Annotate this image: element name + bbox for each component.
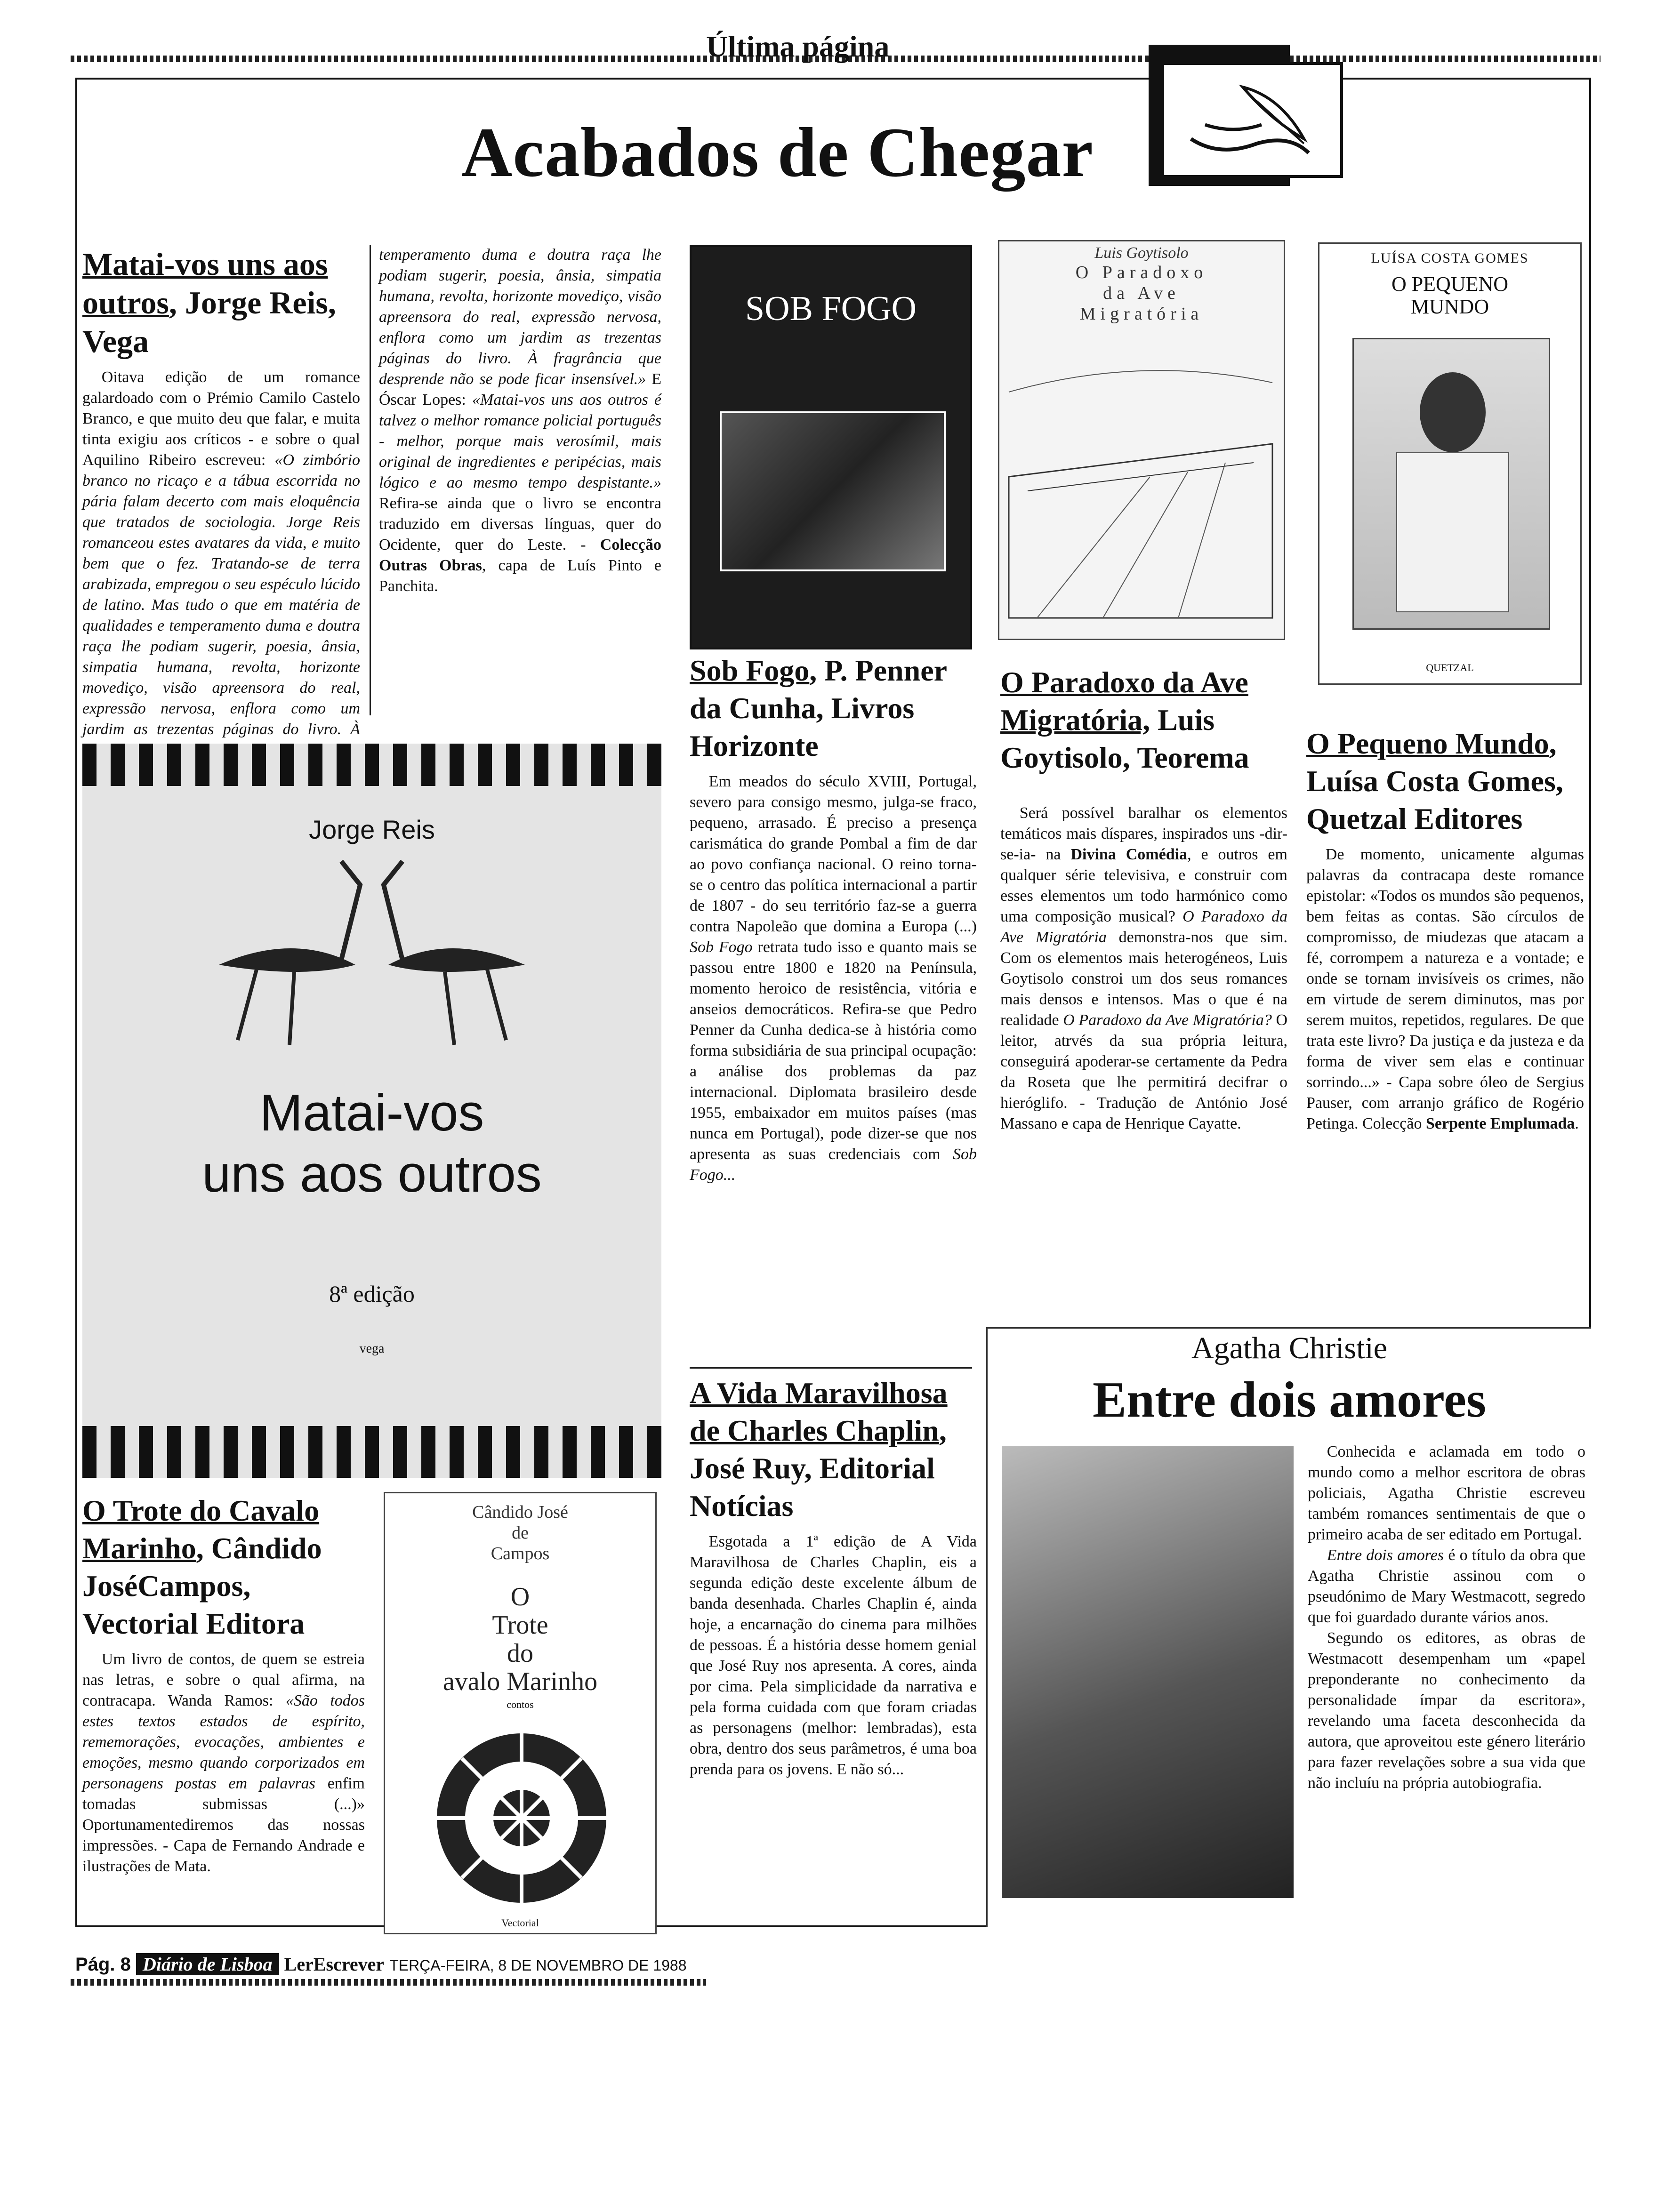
cover-matai-author: Jorge Reis bbox=[309, 815, 435, 844]
article-paradoxo-italic-2: O Paradoxo da Ave Migratória? bbox=[1063, 1011, 1272, 1029]
article-paradoxo-body: Será possível baralhar os elementos temáticos mais díspares, inspirados uns -dir-se-ia- na bbox=[1000, 804, 1287, 863]
cover-pequeno-mundo-author: LUÍSA COSTA GOMES bbox=[1371, 250, 1529, 266]
cover-trote-author bbox=[385, 1502, 655, 1564]
cover-sob-fogo bbox=[690, 245, 972, 649]
agatha-christie-photo bbox=[1002, 1446, 1294, 1898]
cover-trote bbox=[384, 1492, 657, 1934]
footer bbox=[75, 1953, 687, 1975]
article-trote bbox=[82, 1492, 365, 1877]
article-pequeno-mundo-body: De momento, unicamente algumas palavras da contracapa deste romance epistolar: «Todos os mundos são pequenos, bem feitas as contas. São círculos de compromisso, de miudezas que atacam a fé, corrompem a natureza e a vontade; e onde se tornam invisíveis os crimes, não em virtude de serem diminutos, mas por serem muitos, repetidos, regulares. De que trata este livro? Da justiça e da justeza e da forma de viver sem elas e continuar sorrindo...» - Capa sobre óleo de Sergius Pauser, com arranjo gráfico de Rogério Petinga. Colecção bbox=[1306, 846, 1584, 1132]
article-sob-fogo-byline: , P. Penner da Cunha, Livros Horizonte bbox=[690, 654, 947, 762]
article-chaplin-body: Esgotada a 1ª edição de A Vida Maravilhosa de Charles Chaplin, eis a segunda edição deste excelente álbum de banda desenhada. Charles Chaplin é, ainda hoje, a encarnação do cinema para milhões de pessoas. É a história desse homem genial que José Ruy nos apresenta. A cores, ainda por cima. Pela simplicidade da narrativa e pela forma cuidada com que foram criadas as personagens (melhor: lembradas), esta obra, dentro dos seus parâmetros, é uma boa prenda para os jovens. E não só... bbox=[690, 1533, 977, 1778]
article-trote-quote: «São todos estes textos estados de espírito, rememorações, evocações, ambientes e emoções, mesmo quando corporizados em personagens postas em palavras bbox=[82, 1692, 365, 1792]
column-divider bbox=[370, 245, 371, 715]
article-matai-credits: , capa de Luís Pinto e Panchita. bbox=[379, 557, 662, 595]
article-paradoxo-body-4: O leitor, atrvés da sua própria leitura, conseguirá apoderar-se certamente da Pedra da Roseta que lhe permitirá decifrar o hieróglifo. - Tradução de António José Massano e capa de Henrique Cayatte. bbox=[1000, 1011, 1288, 1132]
article-chaplin-byline: , José Ruy, Editorial Notícias bbox=[690, 1414, 947, 1523]
cover-pequeno-mundo-painting bbox=[1352, 338, 1550, 630]
divider bbox=[690, 1367, 972, 1369]
cover-trote-author-3: Campos bbox=[491, 1544, 550, 1563]
article-agatha-box bbox=[986, 1327, 1591, 1927]
article-paradoxo bbox=[1000, 664, 1287, 1134]
cover-pequeno-mundo-title-1: O PEQUENO bbox=[1391, 272, 1509, 296]
footer-masthead: Diário de Lisboa bbox=[136, 1953, 279, 1975]
cover-paradoxo-author: Luis Goytisolo bbox=[1094, 244, 1189, 262]
article-trote-body-2: enfim tomadas submissas (...)» Oportunamentediremos das nossas impressões. - Capa de Fernando Andrade e ilustrações de Mata. bbox=[82, 1775, 365, 1875]
cover-trote-title-2: Trote bbox=[492, 1611, 548, 1640]
cover-matai-title-2: uns aos outros bbox=[202, 1145, 542, 1203]
cover-matai-title bbox=[82, 1082, 661, 1205]
article-matai-title: Matai-vos uns aos outros bbox=[82, 246, 328, 321]
cover-matai bbox=[82, 744, 661, 1478]
article-agatha-italic: Entre dois amores bbox=[1327, 1547, 1444, 1564]
article-agatha-body: Conhecida e aclamada em todo o mundo como a melhor escritora de obras policiais, Agatha Christie escreveu também romances sentimentais de que o primeiro acaba de ser editado em Portugal. bbox=[1308, 1443, 1585, 1543]
article-sob-fogo-italic-2: Sob Fogo... bbox=[690, 1146, 977, 1184]
footer-page-number: Pág. 8 bbox=[75, 1954, 131, 1975]
cover-trote-author-1: Cândido José bbox=[472, 1502, 568, 1522]
article-paradoxo-body-2: , e outros em qualquer série televisiva, e construir com esses elementos um todo harmónico como uma composição musical? bbox=[1000, 846, 1287, 925]
article-matai-col1 bbox=[82, 245, 360, 738]
article-sob-fogo-body: Em meados do século XVIII, Portugal, severo para consigo mesmo, julga-se fraco, pequeno, arrasado. É preciso a presença carismática do grande Pombal a fim de dar ao povo confiança nacional. O reino torna-se o centro das política internacional a partir de 1807 - do seu território faz-se a guerra contra Napoleão que domina a Europa (...) bbox=[690, 773, 977, 935]
cover-trote-title-1: O bbox=[510, 1582, 530, 1611]
article-pequeno-mundo-title: O Pequeno Mundo bbox=[1306, 727, 1549, 760]
article-paradoxo-byline: Luis Goytisolo, Teorema bbox=[1000, 703, 1249, 774]
page-title: Acabados de Chegar bbox=[461, 113, 1094, 192]
article-agatha-body-3: Segundo os editores, as obras de Westmacott desempenham um «papel preponderante no conhecimento da personalidade ímpar da escritora», revelando uma faceta desconhecida da autora, que aproveitou este género literário para fazer revelações sobre a sua vida que não incluíu na própria autobiografia. bbox=[1308, 1629, 1585, 1792]
cover-trote-title-4: avalo Marinho bbox=[442, 1667, 598, 1696]
article-matai-body: Oitava edição de um romance galardoado com o Prémio Camilo Castelo Branco, e que muito deu que falar, e muita tinta exigiu aos críticos - e sobre o qual Aquilino Ribeiro escreveu: bbox=[82, 369, 360, 469]
cover-matai-edition: 8ª edição bbox=[329, 1281, 415, 1307]
footer-rule bbox=[71, 1979, 706, 1986]
cover-pequeno-mundo-title bbox=[1319, 273, 1580, 318]
article-pequeno-mundo bbox=[1306, 725, 1584, 1134]
footer-date: TERÇA-FEIRA, 8 DE NOVEMBRO DE 1988 bbox=[389, 1957, 687, 1974]
article-trote-body: Um livro de contos, de quem se estreia nas letras, e sobre o qual afirma, na contracapa. Wanda Ramos: bbox=[82, 1651, 365, 1709]
cover-zigzag-bottom bbox=[82, 1426, 661, 1478]
cover-trote-author-2: de bbox=[512, 1523, 529, 1543]
article-paradoxo-body-3: demonstra-nos que sim. Com os elementos mais heterogéneos, Luis Goytisolo constroi um dos seus romances mais densos e intensos. Mas o que é na realidade bbox=[1000, 929, 1287, 1029]
cover-pequeno-mundo-title-2: MUNDO bbox=[1410, 295, 1489, 318]
article-matai-collection: Colecção Outras Obras bbox=[379, 536, 661, 574]
cover-paradoxo-title bbox=[999, 262, 1284, 324]
cover-paradoxo-title-3: Migratória bbox=[1079, 304, 1204, 324]
article-agatha-body-2: é o título da obra que Agatha Christie assinou com o pseudónimo de Mary Westmacott, segredo que foi guardado durante vários anos. bbox=[1308, 1547, 1585, 1626]
article-agatha-title: Entre dois amores bbox=[1093, 1372, 1486, 1428]
cover-trote-subtitle: contos bbox=[507, 1699, 534, 1710]
article-sob-fogo-body-2: retrata tudo isso e quanto mais se passou entre 1800 e 1820 na Península, momento heroico de resistência, vitória e anseios democráticos. Refira-se que Pedro Penner da Cunha dedica-se à história como forma subsidiária de sua principal ocupação: a análise dos problemas da paz internacional. Diplomata brasileiro desde 1955, embaixador em muitos países (mas nunca em Portugal), pode dizer-se que nos apresenta as suas credenciais com bbox=[690, 938, 977, 1163]
article-paradoxo-title: O Paradoxo da Ave Migratória, bbox=[1000, 665, 1248, 737]
cover-trote-title-3: do bbox=[507, 1639, 533, 1668]
article-trote-byline: , Cândido JoséCampos, Vectorial Editora bbox=[82, 1531, 322, 1640]
ship-deck-illustration bbox=[1009, 336, 1272, 627]
cover-paradoxo bbox=[998, 240, 1285, 640]
article-matai-body-3: Refira-se ainda que o livro se encontra traduzido em diversas línguas, quer do Ocidente, quer do Leste. - bbox=[379, 495, 661, 553]
article-matai-quote-cont: temperamento duma e doutra raça lhe podiam sugerir, poesia, ânsia, simpatia humana, revolta, horizonte movediço, visão apreensora do real, expressão nervosa, enflora como um jardim as trezentas páginas do livro. À fragrância que desprende não se pode ficar insensível.» bbox=[379, 246, 661, 388]
cover-paradoxo-title-2: da Ave bbox=[1103, 283, 1180, 303]
quill-hand-icon bbox=[1149, 45, 1346, 186]
cover-zigzag-top bbox=[82, 744, 661, 786]
article-matai-quote-2: «Matai-vos uns aos outros é talvez o melhor romance policial português - melhor, porque mais verosímil, mais original de ingredientes e peripécias, mais lógico e ao mesmo tempo despistante.» bbox=[379, 391, 662, 491]
cover-trote-publisher: Vectorial bbox=[501, 1917, 539, 1929]
cover-sob-fogo-painting bbox=[720, 411, 946, 571]
cover-matai-publisher: vega bbox=[359, 1341, 385, 1356]
article-pequeno-mundo-end: . bbox=[1575, 1115, 1579, 1132]
article-agatha-kicker: Agatha Christie bbox=[1191, 1331, 1388, 1365]
cover-pequeno-mundo bbox=[1318, 242, 1582, 685]
article-paradoxo-italic: O Paradoxo da Ave Migratória bbox=[1000, 908, 1287, 946]
cover-pequeno-mundo-publisher: QUETZAL bbox=[1426, 662, 1474, 673]
article-sob-fogo-italic: Sob Fogo bbox=[690, 938, 753, 956]
cover-trote-title bbox=[385, 1583, 655, 1696]
mantis-illustration bbox=[200, 857, 544, 1054]
rose-window-illustration bbox=[427, 1729, 616, 1907]
article-pequeno-mundo-byline: , Luísa Costa Gomes, Quetzal Editores bbox=[1306, 727, 1563, 835]
article-pequeno-mundo-collection: Serpente Emplumada bbox=[1425, 1115, 1575, 1132]
article-matai-col2 bbox=[379, 245, 661, 597]
article-chaplin-title: A Vida Maravilhosa de Charles Chaplin bbox=[690, 1376, 948, 1447]
article-trote-title: O Trote do Cavalo Marinho bbox=[82, 1494, 320, 1565]
article-sob-fogo bbox=[690, 652, 977, 1186]
article-matai-body-2: E Óscar Lopes: bbox=[379, 370, 661, 409]
section-title: Última página bbox=[706, 30, 890, 63]
article-paradoxo-bold: Divina Comédia bbox=[1070, 846, 1188, 863]
cover-sob-fogo-title: SOB FOGO bbox=[745, 289, 917, 328]
article-sob-fogo-title: Sob Fogo bbox=[690, 654, 810, 687]
cover-matai-title-1: Matai-vos bbox=[259, 1084, 484, 1142]
article-chaplin bbox=[690, 1374, 977, 1780]
article-matai-byline: , Jorge Reis, Vega bbox=[82, 285, 336, 359]
article-matai-quote: «O zimbório branco no ricaço e a tábua escorrida no pária falam decerto com mais eloquência que tratados de sociologia. Jorge Reis romanceou estes avatares da vida, e muito bem que o fez. Tratando-se de terra arabizada, empregou o seu espéculo lúcido de latino. Mas tudo o que em matéria de qualidades e temperamento duma e doutra raça lhe podiam sugerir, poesia, ânsia, simpatia humana, revolta, horizonte movediço, visão apreensora do real, expressão nervosa, enflora como um jardim as trezentas páginas do livro. À bbox=[82, 451, 360, 738]
cover-paradoxo-title-1: O Paradoxo bbox=[1075, 263, 1208, 282]
footer-supplement: LerEscrever bbox=[284, 1954, 385, 1975]
